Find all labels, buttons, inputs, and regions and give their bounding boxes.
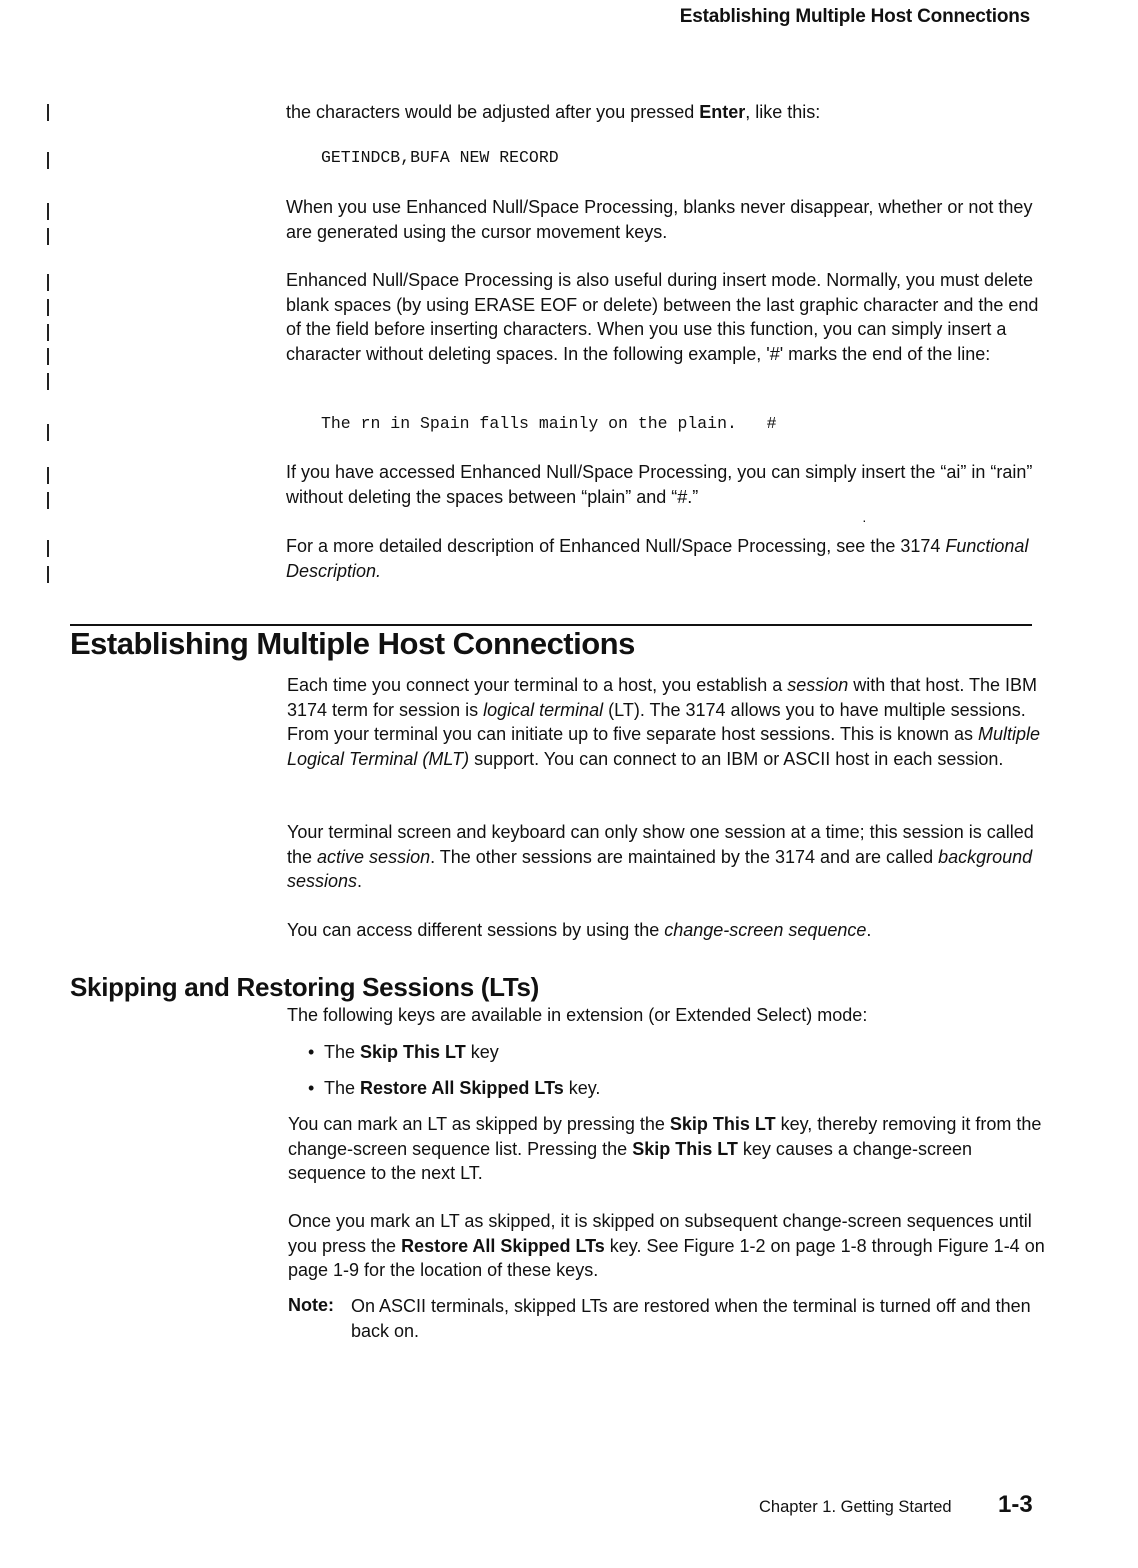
revision-bar bbox=[47, 228, 49, 245]
revision-bar bbox=[47, 566, 49, 583]
running-header-title: Establishing Multiple Host Connections bbox=[679, 6, 1030, 27]
section-heading-multiple-hosts: Establishing Multiple Host Connections bbox=[70, 626, 635, 661]
note-text: On ASCII terminals, skipped LTs are restored when the terminal is turned off and then back on. bbox=[351, 1296, 1031, 1341]
section1-paragraph-3: You can access different sessions by using the change-screen sequence. bbox=[287, 920, 872, 940]
revision-bar bbox=[47, 373, 49, 390]
revision-bar bbox=[47, 492, 49, 509]
revision-bar bbox=[47, 274, 49, 291]
intro-paragraph-5: For a more detailed description of Enhanced Null/Space Processing, see the 3174 Functional Description. bbox=[286, 536, 1029, 581]
section-heading-skipping-sessions: Skipping and Restoring Sessions (LTs) bbox=[70, 972, 539, 1002]
bullet-icon: • bbox=[308, 1078, 315, 1098]
revision-bar bbox=[47, 203, 49, 220]
revision-bar bbox=[47, 324, 49, 341]
section2-paragraph-1: The following keys are available in extension (or Extended Select) mode: bbox=[287, 1005, 868, 1025]
stray-mark: · bbox=[862, 512, 867, 528]
bullet-icon: • bbox=[308, 1042, 315, 1062]
intro-paragraph-1: the characters would be adjusted after you pressed Enter, like this: bbox=[286, 102, 821, 122]
section1-paragraph-2: Your terminal screen and keyboard can only show one session at a time; this session is called the active session. The other sessions are maintained by the 3174 and are called background sessions. bbox=[287, 822, 1034, 891]
revision-bar bbox=[47, 152, 49, 169]
code-example-1: GETINDCB,BUFA NEW RECORD bbox=[321, 148, 559, 167]
bullet-item-skip-this-lt: The Skip This LT key bbox=[324, 1042, 499, 1062]
revision-bar bbox=[47, 424, 49, 441]
code-example-2: The rn in Spain falls mainly on the plain. # bbox=[321, 414, 777, 433]
intro-paragraph-2: When you use Enhanced Null/Space Processing, blanks never disappear, whether or not they are generated using the cursor movement keys. bbox=[286, 197, 1033, 242]
section2-paragraph-3: Once you mark an LT as skipped, it is skipped on subsequent change-screen sequences until you press the Restore All Skipped LTs key. See Figure 1-2 on page 1-8 through Figure 1-4 on page 1-9 for the location of these keys. bbox=[288, 1211, 1045, 1280]
revision-bar bbox=[47, 104, 49, 121]
revision-bar bbox=[47, 467, 49, 484]
footer-page-number: 1-3 bbox=[998, 1491, 1033, 1518]
revision-bar bbox=[47, 348, 49, 365]
note-label: Note: bbox=[288, 1295, 334, 1315]
revision-bars bbox=[0, 0, 70, 600]
footer-chapter: Chapter 1. Getting Started bbox=[759, 1498, 952, 1516]
section1-paragraph-1: Each time you connect your terminal to a host, you establish a session with that host. The IBM 3174 term for session is logical terminal (LT). The 3174 allows you to have multiple sessions. From your terminal you can initiate up to five separate host sessions. This is known as Multiple Logical Terminal (MLT) support. You can connect to an IBM or ASCII host in each session. bbox=[287, 675, 1041, 769]
revision-bar bbox=[47, 299, 49, 316]
revision-bar bbox=[47, 540, 49, 557]
intro-paragraph-3: Enhanced Null/Space Processing is also useful during insert mode. Normally, you must delete blank spaces (by using ERASE EOF or delete) between the last graphic character and the end of the field before inserting characters. When you use this function, you can simply insert a character without deleting spaces. In the following example, '#' marks the end of the line: bbox=[286, 270, 1039, 364]
intro-paragraph-4: If you have accessed Enhanced Null/Space Processing, you can simply insert the “ai” in “rain” without deleting the spaces between “plain” and “#.” bbox=[286, 462, 1033, 507]
section2-paragraph-2: You can mark an LT as skipped by pressing the Skip This LT key, thereby removing it from the change-screen sequence list. Pressing the Skip This LT key causes a change-screen sequence to the next LT. bbox=[288, 1114, 1042, 1183]
bullet-item-restore-all: The Restore All Skipped LTs key. bbox=[324, 1078, 601, 1098]
